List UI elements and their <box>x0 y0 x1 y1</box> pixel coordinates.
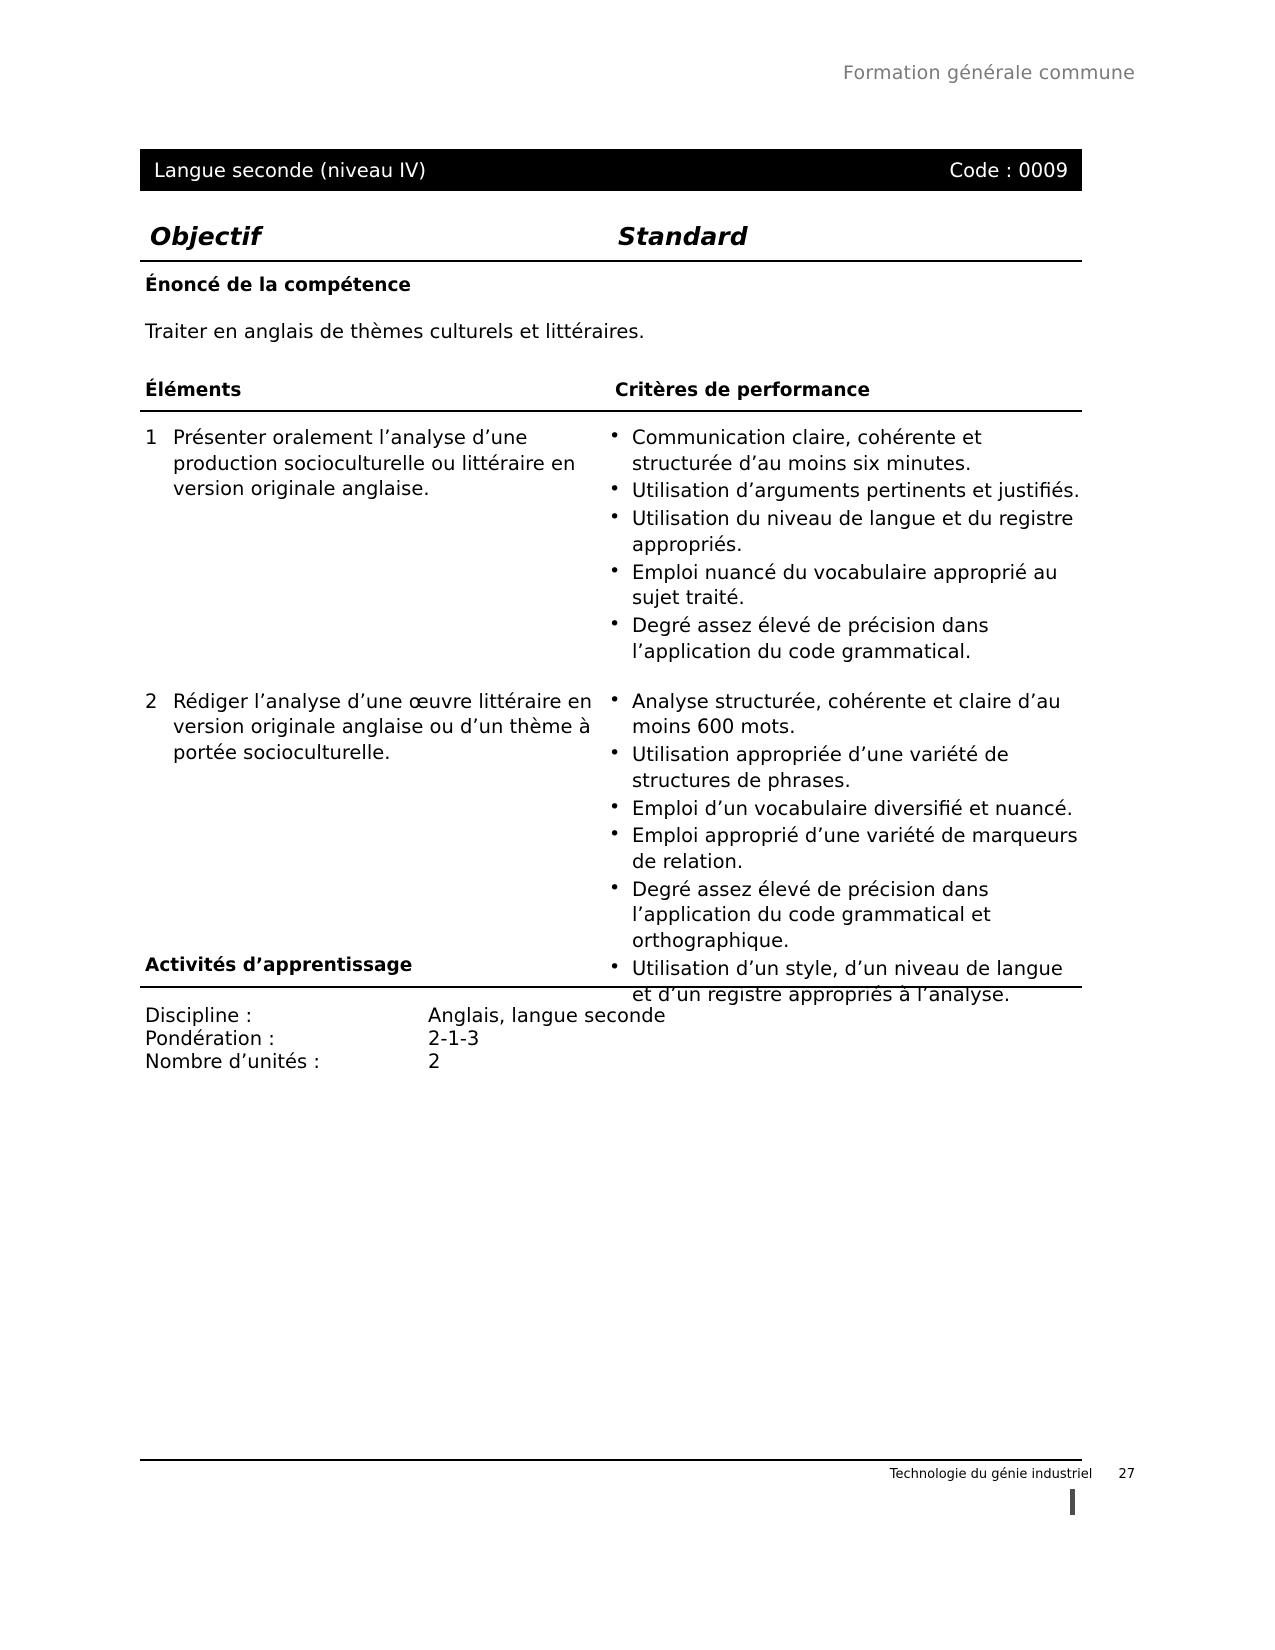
activities-row <box>145 1004 666 1027</box>
criteria-heading: Critères de performance <box>615 380 871 401</box>
activities-header <box>140 955 1082 988</box>
elements-criteria-body <box>140 425 1082 1027</box>
element-text: Présenter oralement l’analyse d’une production socioculturelle ou littéraire en version originale anglaise. <box>173 426 576 501</box>
list-item: • Utilisation appropriée d’une variété de structures de phrases. <box>605 742 1082 793</box>
course-code: Code : 0009 <box>949 158 1068 182</box>
list-item: • Communication claire, cohérente et structurée d’au moins six minutes. <box>605 425 1082 476</box>
running-head: Formation générale commune <box>843 62 1135 84</box>
objectif-heading: Objectif <box>150 222 261 251</box>
course-title-bar <box>140 149 1082 191</box>
list-item: • Degré assez élevé de précision dans l’application du code grammatical. <box>605 613 1082 664</box>
criteria-cell <box>605 425 1082 667</box>
activities-row <box>145 1027 666 1050</box>
list-item: • Analyse structurée, cohérente et claire d’au moins 600 mots. <box>605 689 1082 740</box>
list-item: • Emploi approprié d’une variété de marqueurs de relation. <box>605 823 1082 874</box>
element-number: 1 <box>145 426 158 449</box>
footer <box>890 1467 1135 1482</box>
element-number: 2 <box>145 689 158 713</box>
list-item: • Degré assez élevé de précision dans l’application du code grammatical et orthographique. <box>605 877 1082 954</box>
activities-value: Anglais, langue seconde <box>428 1004 666 1027</box>
footer-document-title: Technologie du génie industriel <box>889 1467 1093 1482</box>
table-row <box>140 425 1082 667</box>
elements-heading: Éléments <box>145 380 242 401</box>
activities-value: 2 <box>428 1050 441 1073</box>
competence-text: Traiter en anglais de thèmes culturels et littéraires. <box>145 320 645 343</box>
objectif-standard-header <box>140 222 1082 262</box>
list-item: • Emploi nuancé du vocabulaire approprié au sujet traité. <box>605 560 1082 611</box>
list-item: • Emploi d’un vocabulaire diversifié et nuancé. <box>605 796 1082 822</box>
activities-row <box>145 1050 666 1073</box>
table-header-row <box>140 380 1082 412</box>
page-number: 27 <box>1118 1467 1135 1482</box>
activities-table <box>145 1004 666 1073</box>
list-item: • Utilisation du niveau de langue et du registre appropriés. <box>605 506 1082 557</box>
list-item: • Utilisation d’arguments pertinents et justifiés. <box>605 478 1082 504</box>
footer-mark <box>1070 1489 1075 1515</box>
standard-heading: Standard <box>618 222 748 251</box>
list-item: • Utilisation d’un style, d’un niveau de langue et d’un registre appropriés à l’analyse. <box>605 956 1082 1007</box>
activities-label: Nombre d’unités : <box>145 1050 320 1073</box>
footer-divider <box>140 1459 1082 1461</box>
element-cell <box>140 425 605 667</box>
course-title: Langue seconde (niveau IV) <box>154 158 426 182</box>
activities-label: Discipline : <box>145 1004 253 1027</box>
element-text: Rédiger l’analyse d’une œuvre littéraire en version originale anglaise ou d’un thème à portée socioculturelle. <box>173 689 593 765</box>
criteria-list <box>605 425 1082 665</box>
activities-heading: Activités d’apprentissage <box>145 955 413 976</box>
activities-label: Pondération : <box>145 1027 275 1050</box>
competence-heading: Énoncé de la compétence <box>145 275 411 296</box>
activities-value: 2-1-3 <box>428 1027 480 1050</box>
